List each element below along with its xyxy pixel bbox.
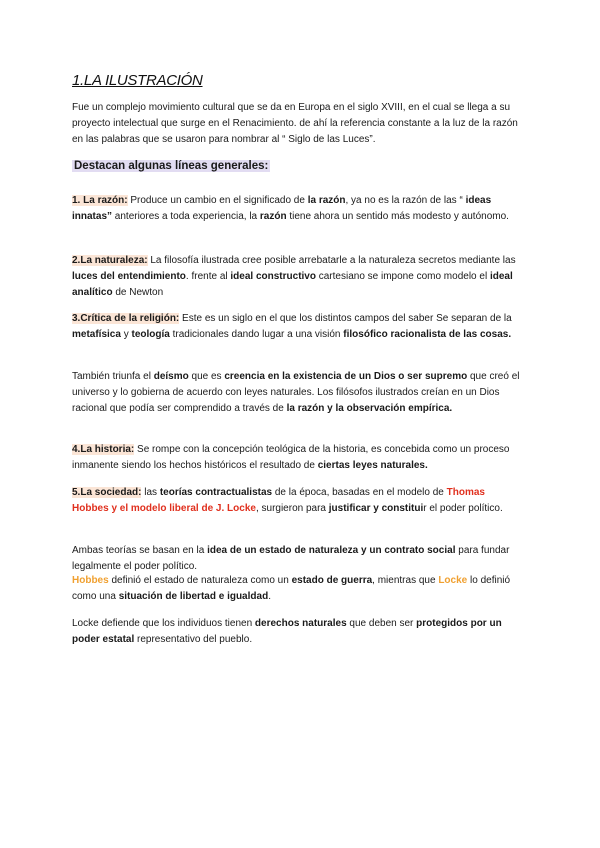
section-subtitle: Destacan algunas líneas generales:: [74, 160, 269, 172]
section-head: 3.Crítica de la religión:: [72, 313, 180, 324]
section-razon: 1. La razón: Produce un cambio en el significado de la razón, ya no es la razón de las “ ideas innatas” anteriores a toda experiencia, la razón tiene ahora un sentido más modesto y autónomo.: [72, 195, 509, 222]
paragraph-deismo: También triunfa el deísmo que es creencia en la existencia de un Dios o ser supremo que creó el universo y lo gobierna de acuerdo con leyes naturales. Los filósofos ilustrados creían en un Dios racional que podía ser comprendido a través de la razón y la observación empírica.: [72, 371, 520, 414]
section-head: 5.La sociedad:: [72, 487, 142, 498]
section-sociedad: 5.La sociedad: las teorías contractualistas de la época, basadas en el modelo de Thomas Hobbes y el modelo liberal de J. Locke, surgieron para justificar y constituir el poder político.: [72, 487, 503, 514]
paragraph-teorias: Ambas teorías se basan en la idea de un estado de naturaleza y un contrato social para fundar legalmente el poder político.: [72, 545, 510, 572]
section-head: 4.La historia:: [72, 444, 135, 455]
page-title: 1.LA ILUSTRACIÓN: [72, 72, 203, 89]
section-head: 1. La razón:: [72, 195, 128, 206]
paragraph-hobbes-locke: Hobbes definió el estado de naturaleza como un estado de guerra, mientras que Locke lo definió como una situación de libertad e igualdad.: [72, 575, 511, 602]
section-naturaleza: 2.La naturaleza: La filosofía ilustrada cree posible arrebatarle a la naturaleza secretos mediante las luces del entendimiento. frente al ideal constructivo cartesiano se impone como modelo el ideal analítico de Newton: [72, 255, 516, 298]
paragraph-locke: Locke defiende que los individuos tienen derechos naturales que deben ser protegidos por un poder estatal representativo del pueblo.: [72, 618, 502, 645]
section-head: 2.La naturaleza:: [72, 255, 148, 266]
intro-paragraph: Fue un complejo movimiento cultural que se da en Europa en el siglo XVIII, en el cual se llega a su proyecto intelectual que surge en el Renacimiento. de ahí la referencia constante a la luz de la razón en las palabras que se usaron para nombrar al “ Siglo de las Luces”.: [72, 102, 518, 145]
section-historia: 4.La historia: Se rompe con la concepción teológica de la historia, es concebida como un proceso inmanente siendo los hechos históricos el resultado de ciertas leyes naturales.: [72, 444, 510, 471]
section-religion: 3.Crítica de la religión: Este es un siglo en el que los distintos campos del saber Se separan de la metafísica y teología tradicionales dando lugar a una visión filosófico racionalista de las cosas.: [72, 313, 512, 340]
